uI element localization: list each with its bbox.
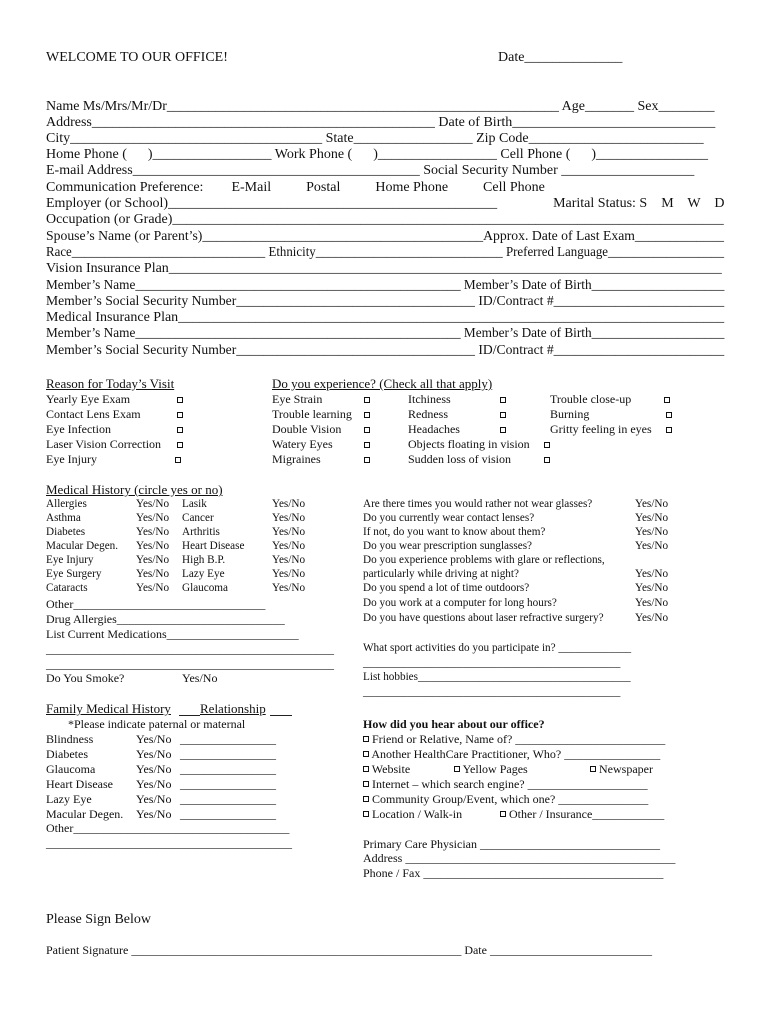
yes-no-option[interactable]: Yes/No (635, 498, 669, 510)
date-field[interactable]: Date______________ (498, 50, 623, 65)
relationship-field[interactable]: ________________ (180, 732, 276, 746)
yes-no-option[interactable]: Yes/No (136, 732, 172, 746)
experience-item: Eye Strain (272, 392, 323, 406)
sign-heading: Please Sign Below (46, 912, 151, 927)
condition-label: High B.P. (182, 554, 226, 566)
condition-label: Cataracts (46, 582, 88, 594)
city-state-zip-row[interactable]: City____________________________________ State_________________ Zip Code_________________________ (46, 131, 704, 146)
yes-no-option[interactable]: Yes/No (136, 568, 170, 580)
vision-insurance-row[interactable]: Vision Insurance Plan_______________________________________________________________________________ (46, 261, 722, 276)
checkbox-icon[interactable] (363, 811, 369, 817)
condition-label: Lazy Eye (182, 568, 225, 580)
reason-item: Eye Infection (46, 422, 111, 436)
yes-no-option[interactable]: Yes/No (635, 540, 669, 552)
reason-item: Contact Lens Exam (46, 407, 141, 421)
primary-care-physician-field[interactable]: Primary Care Physician ______________________________ (363, 837, 660, 851)
referral-community-label: Community Group/Event, which one? _______________ (372, 792, 649, 806)
yes-no-option[interactable]: Yes/No (635, 612, 669, 624)
yes-no-option[interactable]: Yes/No (136, 540, 170, 552)
checkbox-icon[interactable] (500, 811, 506, 817)
experience-item: Gritty feeling in eyes (550, 422, 652, 436)
family-condition-label: Heart Disease (46, 777, 113, 791)
experience-checkbox[interactable] (500, 412, 506, 418)
checkbox-icon[interactable] (363, 736, 369, 742)
family-blank-line[interactable]: _________________________________________ (46, 836, 292, 850)
spouse-last-exam-row[interactable]: Spouse’s Name (or Parent’s)_________________________________________Approx. Date of Last Exam_____________ (46, 229, 724, 244)
yes-no-option[interactable]: Yes/No (136, 777, 172, 791)
checkbox-icon[interactable] (363, 796, 369, 802)
experience-checkbox[interactable] (364, 457, 370, 463)
checkbox-icon[interactable] (590, 766, 596, 772)
family-condition-label: Macular Degen. (46, 807, 124, 821)
experience-item: Trouble learning (272, 407, 352, 421)
experience-item: Headaches (408, 422, 460, 436)
experience-checkbox[interactable] (500, 397, 506, 403)
referral-yellow-pages[interactable] (454, 763, 528, 775)
yes-no-option[interactable]: Yes/No (136, 807, 172, 821)
condition-label: Macular Degen. (46, 540, 119, 552)
sport-line[interactable]: ______________________________________________ (363, 657, 621, 669)
condition-label: Eye Surgery (46, 568, 102, 580)
drug-allergies-field[interactable]: Drug Allergies____________________________ (46, 612, 285, 626)
experience-item: Itchiness (408, 392, 451, 406)
experience-checkbox[interactable] (664, 397, 670, 403)
experience-heading: Do you experience? (Check all that apply) (272, 376, 493, 391)
referral-friend-label: Friend or Relative, Name of? _________________________ (372, 732, 666, 746)
condition-label: Asthma (46, 512, 81, 524)
employer-marital-row[interactable]: Employer (or School)_______________________________________________ Marital Status: S M W D (46, 196, 725, 211)
referral-community[interactable] (363, 793, 648, 805)
referral-heading: How did you hear about our office? (363, 717, 545, 731)
family-note: *Please indicate paternal or maternal (68, 717, 246, 731)
yes-no-option[interactable]: Yes/No (136, 512, 170, 524)
experience-checkbox[interactable] (364, 442, 370, 448)
reason-checkbox[interactable] (177, 427, 183, 433)
other-conditions-field[interactable]: Other________________________________ (46, 597, 266, 611)
checkbox-icon[interactable] (363, 766, 369, 772)
smoke-yes-no[interactable]: Yes/No (182, 671, 218, 685)
patient-signature-field[interactable]: Patient Signature _______________________________________________________ Date ___________________________ (46, 943, 652, 957)
condition-label: Lasik (182, 498, 207, 510)
question-text: Do you have questions about laser refractive surgery? (363, 612, 604, 624)
experience-checkbox[interactable] (544, 442, 550, 448)
experience-checkbox[interactable] (364, 397, 370, 403)
yes-no-option[interactable]: Yes/No (136, 582, 170, 594)
yes-no-option[interactable]: Yes/No (635, 526, 669, 538)
question-text: Do you wear prescription sunglasses? (363, 540, 533, 552)
experience-checkbox[interactable] (666, 412, 672, 418)
family-condition-label: Diabetes (46, 747, 88, 761)
referral-website[interactable] (363, 763, 410, 775)
referral-website-label: Website (371, 762, 411, 776)
checkbox-icon[interactable] (363, 751, 369, 757)
medical-member-ssn-row[interactable]: Member’s Social Security Number___________________________________ ID/Contract #_________________________ (46, 343, 725, 358)
family-condition-label: Blindness (46, 732, 94, 746)
reason-checkbox[interactable] (177, 442, 183, 448)
occupation-row[interactable]: Occupation (or Grade)_______________________________________________________________________________ (46, 212, 724, 227)
medical-member-name-row[interactable]: Member’s Name_________________________________________________ Member’s Date of Birth____________________ (46, 326, 725, 341)
checkbox-icon[interactable] (454, 766, 460, 772)
referral-newspaper-label: Newspaper (599, 762, 653, 776)
name-age-sex-row[interactable]: Name Ms/Mrs/Mr/Dr________________________________________________________ Age_______ Sex________ (46, 99, 715, 114)
yes-no-option[interactable]: Yes/No (272, 540, 306, 552)
question-text: Are there times you would rather not wear glasses? (363, 498, 593, 510)
referral-internet[interactable] (363, 778, 648, 790)
experience-item: Redness (408, 407, 448, 421)
reason-checkbox[interactable] (175, 457, 181, 463)
experience-item: Watery Eyes (272, 437, 333, 451)
page-title: WELCOME TO OUR OFFICE! (46, 50, 228, 65)
yes-no-option[interactable]: Yes/No (136, 498, 170, 510)
yes-no-option[interactable]: Yes/No (136, 792, 172, 806)
condition-label: Heart Disease (182, 540, 245, 552)
yes-no-option[interactable]: Yes/No (136, 554, 170, 566)
family-condition-label: Lazy Eye (46, 792, 92, 806)
medical-history-heading: Medical History (circle yes or no) (46, 482, 223, 497)
experience-checkbox[interactable] (364, 412, 370, 418)
physician-phone-field[interactable]: Phone / Fax ________________________________________ (363, 866, 664, 880)
experience-item: Migraines (272, 452, 321, 466)
question-text: particularly while driving at night? (363, 568, 519, 580)
experience-item: Trouble close-up (550, 392, 632, 406)
reason-item: Eye Injury (46, 452, 97, 466)
referral-friend[interactable] (363, 733, 665, 745)
family-other-field[interactable]: Other____________________________________ (46, 821, 290, 835)
communication-preference-row[interactable]: Communication Preference: E-Mail Postal Home Phone Cell Phone (46, 180, 545, 195)
referral-other-insurance[interactable] (500, 808, 664, 820)
yes-no-option[interactable]: Yes/No (136, 747, 172, 761)
relationship-field[interactable]: ________________ (180, 747, 276, 761)
reason-heading: Reason for Today’s Visit (46, 376, 175, 391)
yes-no-option[interactable]: Yes/No (272, 554, 306, 566)
phones-row[interactable]: Home Phone ( )_________________ Work Phone ( )_________________ Cell Phone ( )________________ (46, 147, 709, 162)
referral-other-insurance-label: Other / Insurance____________ (509, 807, 665, 821)
yes-no-option[interactable]: Yes/No (272, 498, 306, 510)
yes-no-option[interactable]: Yes/No (272, 526, 306, 538)
reason-checkbox[interactable] (177, 412, 183, 418)
experience-item: Objects floating in vision (408, 437, 530, 451)
condition-label: Cancer (182, 512, 214, 524)
yes-no-option[interactable]: Yes/No (272, 568, 306, 580)
condition-label: Eye Injury (46, 554, 94, 566)
checkbox-icon[interactable] (363, 781, 369, 787)
reason-checkbox[interactable] (177, 397, 183, 403)
medical-insurance-row[interactable]: Medical Insurance Plan______________________________________________________________________________ (46, 310, 725, 325)
experience-checkbox[interactable] (666, 427, 672, 433)
hobbies-line[interactable]: ______________________________________________ (363, 686, 621, 698)
condition-label: Allergies (46, 498, 87, 510)
yes-no-option[interactable]: Yes/No (635, 582, 669, 594)
hobbies-field[interactable]: List hobbies______________________________________ (363, 671, 631, 683)
question-text: Do you work at a computer for long hours? (363, 597, 557, 609)
referral-location[interactable] (363, 808, 462, 820)
reason-item: Yearly Eye Exam (46, 392, 131, 406)
referral-newspaper[interactable] (590, 763, 653, 775)
referral-practitioner[interactable] (363, 748, 660, 760)
sport-field[interactable]: What sport activities do you participate in? _____________ (363, 642, 632, 654)
yes-no-option[interactable]: Yes/No (635, 568, 669, 580)
experience-item: Double Vision (272, 422, 342, 436)
relationship-heading: Relationship (200, 701, 266, 716)
yes-no-option[interactable]: Yes/No (272, 512, 306, 524)
experience-checkbox[interactable] (544, 457, 550, 463)
experience-checkbox[interactable] (500, 427, 506, 433)
condition-label: Glaucoma (182, 582, 228, 594)
experience-item: Burning (550, 407, 590, 421)
medications-line[interactable]: ________________________________________________ (46, 657, 334, 671)
question-text: Do you spend a lot of time outdoors? (363, 582, 530, 594)
vision-member-name-row[interactable]: Member’s Name_________________________________________________ Member’s Date of Birth____________________ (46, 278, 725, 293)
smoke-label: Do You Smoke? (46, 671, 125, 685)
reason-item: Laser Vision Correction (46, 437, 162, 451)
race-ethnicity-language-row[interactable]: Race______________________________ Ethnicity_____________________________ Preferred Language__________________ (46, 245, 725, 260)
question-text: Do you experience problems with glare or reflections, (363, 554, 605, 566)
experience-item: Sudden loss of vision (408, 452, 512, 466)
referral-internet-label: Internet – which search engine? ____________________ (372, 777, 648, 791)
yes-no-option[interactable]: Yes/No (136, 526, 170, 538)
experience-checkbox[interactable] (364, 427, 370, 433)
address-dob-row[interactable]: Address_________________________________________________ Date of Birth_____________________________ (46, 115, 716, 130)
relationship-field[interactable]: ________________ (180, 792, 276, 806)
referral-location-label: Location / Walk-in (372, 807, 463, 821)
question-text: If not, do you want to know about them? (363, 526, 546, 538)
medications-line[interactable]: ________________________________________________ (46, 642, 334, 656)
medications-field[interactable]: List Current Medications______________________ (46, 627, 299, 641)
family-history-heading: Family Medical History (46, 701, 171, 716)
relationship-field[interactable]: ________________ (180, 777, 276, 791)
relationship-field[interactable]: ________________ (180, 807, 276, 821)
family-condition-label: Glaucoma (46, 762, 96, 776)
yes-no-option[interactable]: Yes/No (635, 597, 669, 609)
email-ssn-row[interactable]: E-mail Address_________________________________________ Social Security Number ___________________ (46, 163, 695, 178)
yes-no-option[interactable]: Yes/No (272, 582, 306, 594)
yes-no-option[interactable]: Yes/No (136, 762, 172, 776)
physician-address-field[interactable]: Address _____________________________________________ (363, 851, 676, 865)
vision-member-ssn-row[interactable]: Member’s Social Security Number___________________________________ ID/Contract #_________________________ (46, 294, 725, 309)
relationship-field[interactable]: ________________ (180, 762, 276, 776)
referral-yellow-pages-label: Yellow Pages (462, 762, 528, 776)
question-text: Do you currently wear contact lenses? (363, 512, 535, 524)
condition-label: Arthritis (182, 526, 220, 538)
referral-practitioner-label: Another HealthCare Practitioner, Who? ________________ (371, 747, 661, 761)
yes-no-option[interactable]: Yes/No (635, 512, 669, 524)
condition-label: Diabetes (46, 526, 86, 538)
